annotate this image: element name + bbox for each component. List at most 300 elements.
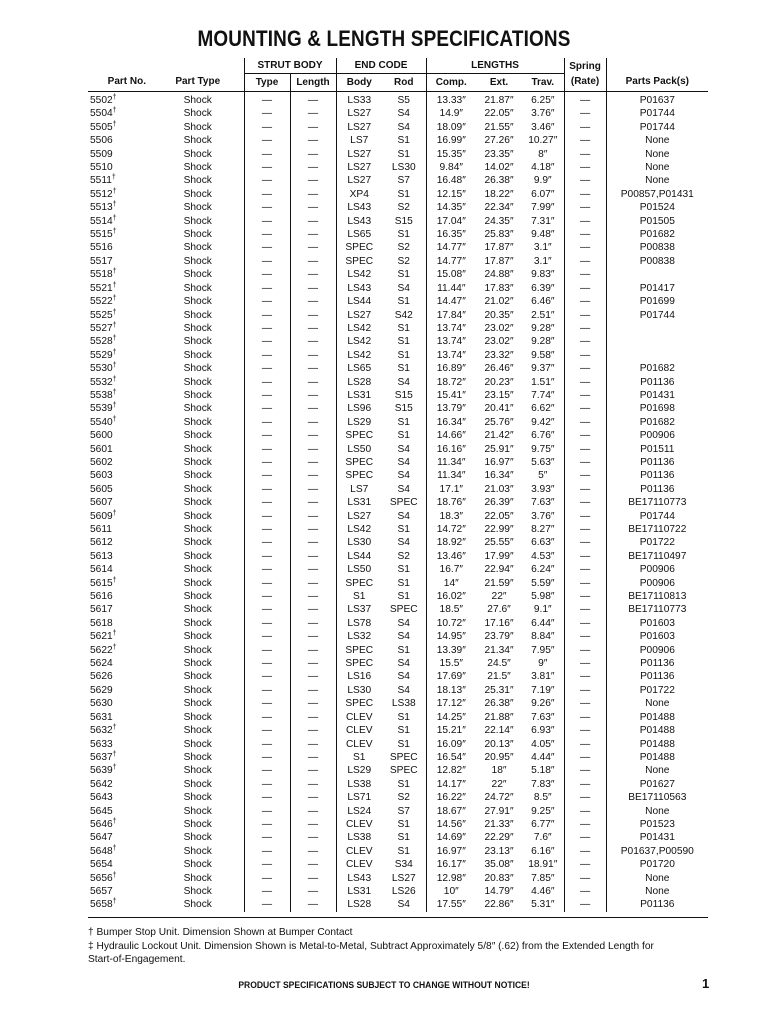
strut-type-cell: — xyxy=(244,282,290,295)
table-row xyxy=(88,577,708,590)
length-trav-cell: 7.95″ xyxy=(531,644,555,656)
footnote-mark: † xyxy=(112,94,117,101)
part-no-cell xyxy=(88,603,152,616)
part-number: 5540 xyxy=(90,416,113,428)
length-ext-cell: 22.05″ xyxy=(484,108,514,120)
strut-length-cell: — xyxy=(290,483,336,496)
part-no-cell xyxy=(88,456,152,469)
part-number: 5611 xyxy=(90,524,112,535)
part-no-cell xyxy=(88,738,152,751)
length-ext-cell: 24.5″ xyxy=(487,658,511,670)
end-rod-cell: LS38 xyxy=(391,698,416,710)
part-number: 5617 xyxy=(90,604,113,616)
parts-pack-cell: None xyxy=(645,175,670,187)
end-rod-cell: S1 xyxy=(397,644,410,656)
length-comp-cell: 15.5″ xyxy=(426,657,476,670)
strut-body-header: STRUT BODY xyxy=(244,58,336,74)
part-type-cell: Shock xyxy=(183,644,212,656)
strut-type-cell: — xyxy=(244,349,290,362)
length-comp-cell: 16.54″ xyxy=(426,751,476,764)
table-row xyxy=(88,510,708,523)
part-no-cell xyxy=(88,188,152,201)
end-rod-cell: SPEC xyxy=(389,751,418,763)
table-row xyxy=(88,617,708,630)
strut-length-cell: — xyxy=(290,188,336,201)
strut-type-cell: — xyxy=(244,295,290,308)
part-no-cell xyxy=(88,872,152,885)
end-body-cell: LS28 xyxy=(336,376,382,389)
table-row xyxy=(88,92,708,108)
part-type-cell: Shock xyxy=(183,188,212,200)
footnote-mark: † xyxy=(112,214,117,222)
end-rod-cell: S4 xyxy=(397,121,410,133)
part-number: 5637 xyxy=(90,751,113,763)
table-row xyxy=(88,872,708,885)
part-number: 5615 xyxy=(90,577,113,589)
strut-length-cell: — xyxy=(290,872,336,885)
parts-pack-cell: P01523 xyxy=(639,818,675,830)
parts-pack-cell: P00857,P01431 xyxy=(620,188,694,200)
length-ext-cell: 16.97″ xyxy=(484,456,514,468)
parts-pack-cell: P01431 xyxy=(639,389,675,401)
length-trav-cell: 5.59″ xyxy=(531,577,555,589)
length-trav-cell: 5.18″ xyxy=(531,765,555,777)
end-body-cell: SPEC xyxy=(336,644,382,657)
parts-pack-cell: P01488 xyxy=(639,751,675,763)
length-comp-cell: 18.92″ xyxy=(426,536,476,549)
part-type-cell: Shock xyxy=(183,591,212,603)
table-row xyxy=(88,697,708,710)
end-rod-cell: S1 xyxy=(397,135,410,147)
parts-pack-cell xyxy=(606,335,708,348)
end-body-cell: LS30 xyxy=(336,536,382,549)
spring-rate-cell: — xyxy=(564,764,606,777)
parts-pack-cell: P00838 xyxy=(639,255,675,267)
parts-pack-cell: P01698 xyxy=(639,403,675,415)
part-type-cell: Shock xyxy=(183,322,212,334)
part-number: 5506 xyxy=(90,135,113,147)
part-no-cell xyxy=(88,268,152,281)
table-row xyxy=(88,349,708,362)
part-type-cell: Shock xyxy=(183,564,212,576)
part-type-cell: Shock xyxy=(183,148,212,160)
end-rod-cell: SPEC xyxy=(389,765,418,777)
part-type-cell: Shock xyxy=(183,604,212,616)
table-row xyxy=(88,630,708,643)
end-rod-cell: S15 xyxy=(394,389,413,401)
parts-pack-cell: P01505 xyxy=(639,215,675,227)
end-body-cell: LS44 xyxy=(336,295,382,308)
end-rod-cell: S2 xyxy=(397,255,410,267)
length-ext-cell: 27.26″ xyxy=(484,135,514,147)
strut-length-cell: — xyxy=(290,174,336,187)
strut-type-cell: — xyxy=(244,724,290,737)
table-row xyxy=(88,228,708,241)
end-rod-cell: S34 xyxy=(394,859,413,871)
length-trav-cell: 10.27″ xyxy=(528,135,558,147)
table-row xyxy=(88,469,708,482)
table-row xyxy=(88,295,708,308)
length-comp-cell: 11.34″ xyxy=(426,469,476,482)
part-no-cell xyxy=(88,483,152,496)
strut-type-cell: — xyxy=(244,523,290,536)
table-row xyxy=(88,738,708,751)
table-row xyxy=(88,751,708,764)
length-comp-cell: 17.69″ xyxy=(426,670,476,683)
part-type-cell: Shock xyxy=(183,242,212,254)
length-ext-cell: 18″ xyxy=(491,765,507,777)
strut-type-cell: — xyxy=(244,778,290,791)
strut-length-cell: — xyxy=(290,751,336,764)
page-title: MOUNTING & LENGTH SPECIFICATIONS xyxy=(197,26,571,51)
end-rod-cell: S15 xyxy=(394,215,413,227)
length-ext-cell: 22.34″ xyxy=(484,202,514,214)
footnote-mark: † xyxy=(112,898,117,906)
table-row xyxy=(88,898,708,911)
table-row xyxy=(88,322,708,335)
spring-rate-cell: — xyxy=(564,898,606,911)
length-trav-cell: 7.63″ xyxy=(531,711,555,723)
strut-type-cell: — xyxy=(244,858,290,871)
footnote-mark: † xyxy=(112,817,117,825)
length-ext-cell: 23.15″ xyxy=(484,389,514,401)
part-no-cell xyxy=(88,670,152,683)
length-trav-cell: 7.83″ xyxy=(531,778,555,790)
length-ext-cell: 21.5″ xyxy=(487,671,511,683)
length-comp-cell: 16.09″ xyxy=(426,738,476,751)
length-comp-cell: 18.72″ xyxy=(426,376,476,389)
strut-length-cell: — xyxy=(290,845,336,858)
spring-rate-cell: — xyxy=(564,831,606,844)
strut-length-cell: — xyxy=(290,630,336,643)
part-type-cell: Shock xyxy=(183,550,212,562)
spring-rate-cell: — xyxy=(564,121,606,134)
table-row xyxy=(88,563,708,576)
length-trav-cell: 4.18″ xyxy=(531,162,555,174)
strut-type-cell: — xyxy=(244,201,290,214)
end-rod-cell: S1 xyxy=(397,296,410,308)
part-number: 5656 xyxy=(90,872,113,884)
length-ext-cell: 20.41″ xyxy=(484,403,514,415)
trav-header: Trav. xyxy=(522,74,564,92)
part-type-cell: Shock xyxy=(183,711,212,723)
table-row xyxy=(88,443,708,456)
part-number: 5505 xyxy=(90,121,113,133)
length-ext-cell: 21.88″ xyxy=(484,711,514,723)
strut-length-cell: — xyxy=(290,416,336,429)
end-body-cell: CLEV xyxy=(336,738,382,751)
length-ext-cell: 20.83″ xyxy=(484,872,514,884)
part-number: 5642 xyxy=(90,778,113,790)
part-number: 5612 xyxy=(90,537,113,549)
parts-pack-cell: P01417 xyxy=(639,282,675,294)
spring-rate-cell: — xyxy=(564,241,606,254)
parts-pack-cell: BE17110773 xyxy=(628,497,687,509)
strut-length-cell: — xyxy=(290,858,336,871)
end-body-cell: LS44 xyxy=(336,550,382,563)
spring-rate-cell: — xyxy=(564,215,606,228)
part-type-cell: Shock xyxy=(183,671,212,683)
end-body-cell: LS29 xyxy=(336,416,382,429)
end-rod-cell: S4 xyxy=(397,483,410,495)
end-body-cell: LS16 xyxy=(336,670,382,683)
body-header: Body xyxy=(336,74,382,92)
table-row xyxy=(88,134,708,147)
strut-type-cell: — xyxy=(244,805,290,818)
spring-rate-cell: — xyxy=(564,161,606,174)
spring-header: Spring xyxy=(564,58,606,74)
parts-pack-cell: BE17110722 xyxy=(628,524,687,535)
parts-pack-cell: None xyxy=(645,148,670,160)
strut-length-cell: — xyxy=(290,791,336,804)
spring-rate-cell: — xyxy=(564,550,606,563)
length-comp-cell: 17.12″ xyxy=(426,697,476,710)
part-type-cell: Shock xyxy=(183,765,212,777)
part-number: 5532 xyxy=(90,376,113,388)
length-comp-cell: 14.77″ xyxy=(426,241,476,254)
length-trav-cell: 9.1″ xyxy=(533,604,552,616)
length-ext-cell: 17.87″ xyxy=(484,242,514,254)
length-comp-cell: 10″ xyxy=(426,885,476,898)
end-body-cell: LS42 xyxy=(336,268,382,281)
part-no-cell xyxy=(88,684,152,697)
table-row xyxy=(88,241,708,254)
part-type-cell: Shock xyxy=(183,537,212,549)
strut-length-cell: — xyxy=(290,818,336,831)
length-ext-cell: 24.35″ xyxy=(484,215,514,227)
end-body-cell: SPEC xyxy=(336,429,382,442)
table-row xyxy=(88,309,708,322)
strut-type-cell: — xyxy=(244,670,290,683)
end-body-cell: LS7 xyxy=(336,483,382,496)
length-ext-cell: 25.55″ xyxy=(484,537,514,549)
part-number: 5605 xyxy=(90,483,113,495)
length-ext-cell: 26.39″ xyxy=(484,497,514,509)
strut-type-cell: — xyxy=(244,309,290,322)
part-number: 5518 xyxy=(90,269,113,281)
length-ext-cell: 22.86″ xyxy=(484,899,514,911)
part-no-cell xyxy=(88,858,152,871)
length-comp-cell: 18.09″ xyxy=(426,121,476,134)
length-trav-cell: 3.1″ xyxy=(533,242,552,254)
part-no-cell xyxy=(88,644,152,657)
part-no-cell xyxy=(88,92,152,108)
length-trav-cell: 6.07″ xyxy=(531,188,555,200)
strut-length-cell: — xyxy=(290,228,336,241)
footnote-mark: † xyxy=(112,402,117,410)
part-type-cell: Shock xyxy=(183,363,212,375)
parts-pack-cell: BE17110773 xyxy=(628,604,687,616)
part-type-cell: Shock xyxy=(183,336,212,348)
length-comp-cell: 15.41″ xyxy=(426,389,476,402)
end-body-cell: LS28 xyxy=(336,898,382,911)
part-type-cell: Shock xyxy=(183,859,212,871)
table-row xyxy=(88,148,708,161)
part-no-cell xyxy=(88,831,152,844)
end-body-cell: CLEV xyxy=(336,711,382,724)
end-body-cell: LS7 xyxy=(336,134,382,147)
length-comp-cell: 13.39″ xyxy=(426,644,476,657)
strut-length-cell: — xyxy=(290,309,336,322)
parts-pack-cell: P00906 xyxy=(639,564,675,576)
spring-rate-cell: — xyxy=(564,577,606,590)
length-trav-cell: 7.85″ xyxy=(531,872,555,884)
spring-rate-cell: — xyxy=(564,590,606,603)
end-body-cell: LS27 xyxy=(336,107,382,120)
length-ext-cell: 17.83″ xyxy=(484,282,514,294)
part-type-cell: Shock xyxy=(183,162,212,174)
part-number: 5538 xyxy=(90,389,113,401)
end-rod-cell: S4 xyxy=(397,510,410,522)
length-comp-cell: 16.97″ xyxy=(426,845,476,858)
parts-pack-cell: P01603 xyxy=(639,617,675,629)
strut-type-cell: — xyxy=(244,376,290,389)
end-code-header: END CODE xyxy=(336,58,426,74)
parts-pack-cell: P01488 xyxy=(639,725,675,737)
length-trav-cell: 6.63″ xyxy=(531,537,555,549)
strut-length-cell: — xyxy=(290,469,336,482)
parts-pack-cell: None xyxy=(645,698,670,710)
table-row xyxy=(88,201,708,214)
strut-type-cell: — xyxy=(244,590,290,603)
length-trav-cell: 7.63″ xyxy=(531,497,555,509)
length-trav-cell: 5.63″ xyxy=(531,456,555,468)
part-number: 5626 xyxy=(90,671,113,683)
part-type-cell: Shock xyxy=(183,524,212,535)
strut-type-cell: — xyxy=(244,161,290,174)
footnote-mark: † xyxy=(112,630,117,638)
part-number: 5601 xyxy=(90,443,113,455)
end-body-cell: LS27 xyxy=(336,148,382,161)
end-rod-cell: S4 xyxy=(397,671,410,683)
length-trav-cell: 9.28″ xyxy=(531,322,555,334)
spring-rate-cell: — xyxy=(564,228,606,241)
part-number: 5654 xyxy=(90,859,113,871)
length-comp-cell: 16.22″ xyxy=(426,791,476,804)
parts-pack-cell: P01682 xyxy=(639,229,675,241)
footnote-mark: † xyxy=(112,415,117,423)
parts-pack-cell: P01637,P00590 xyxy=(620,845,694,857)
length-ext-cell: 20.35″ xyxy=(484,309,514,321)
length-ext-cell: 21.02″ xyxy=(484,296,514,308)
parts-pack-cell: P01744 xyxy=(639,510,675,522)
type-header: Type xyxy=(244,74,290,92)
part-no-cell xyxy=(88,201,152,214)
part-no-cell xyxy=(88,282,152,295)
end-rod-cell: S4 xyxy=(397,282,410,294)
length-comp-cell: 12.15″ xyxy=(426,188,476,201)
part-number: 5607 xyxy=(90,497,113,509)
part-type-cell: Shock xyxy=(183,832,212,844)
table-body xyxy=(88,92,708,912)
part-type-cell: Shock xyxy=(183,470,212,482)
spring-rate-cell: — xyxy=(564,711,606,724)
end-body-cell: SPEC xyxy=(336,577,382,590)
part-number: 5602 xyxy=(90,456,113,468)
length-comp-cell: 14.66″ xyxy=(426,429,476,442)
end-rod-cell: LS27 xyxy=(391,872,416,884)
part-type-cell: Shock xyxy=(183,725,212,737)
part-no-cell xyxy=(88,523,152,536)
strut-type-cell: — xyxy=(244,107,290,120)
table-row xyxy=(88,107,708,120)
spring-rate-cell: — xyxy=(564,456,606,469)
part-number: 5517 xyxy=(90,255,113,267)
end-rod-cell: S1 xyxy=(397,711,410,723)
part-no-cell xyxy=(88,845,152,858)
end-body-cell: SPEC xyxy=(336,657,382,670)
part-number: 5609 xyxy=(90,510,113,522)
part-type-cell: Shock xyxy=(183,95,212,106)
spring-rate-cell: — xyxy=(564,818,606,831)
length-trav-cell: 6.76″ xyxy=(531,430,555,442)
length-comp-cell: 17.04″ xyxy=(426,215,476,228)
end-rod-cell: S1 xyxy=(397,524,410,535)
specifications-table xyxy=(88,58,708,912)
length-ext-cell: 24.88″ xyxy=(484,269,514,281)
page-number: 1 xyxy=(702,976,710,991)
length-comp-cell: 14″ xyxy=(426,577,476,590)
part-number: 5510 xyxy=(90,162,113,174)
strut-type-cell: — xyxy=(244,764,290,777)
parts-pack-cell: P01488 xyxy=(639,738,675,750)
part-no-cell xyxy=(88,510,152,523)
spring-rate-cell: — xyxy=(564,416,606,429)
strut-length-cell: — xyxy=(290,295,336,308)
length-comp-cell: 14.69″ xyxy=(426,831,476,844)
length-trav-cell: 9.25″ xyxy=(531,805,555,817)
spring-rate-cell: — xyxy=(564,429,606,442)
length-trav-cell: 3.76″ xyxy=(531,510,555,522)
strut-length-cell: — xyxy=(290,657,336,670)
end-rod-cell: S1 xyxy=(397,577,410,589)
part-type-cell: Shock xyxy=(183,510,212,522)
strut-length-cell: — xyxy=(290,215,336,228)
table-row xyxy=(88,831,708,844)
length-trav-cell: 5.98″ xyxy=(531,591,555,603)
length-ext-cell: 23.13″ xyxy=(484,845,514,857)
table-row xyxy=(88,657,708,670)
length-ext-cell: 35.08″ xyxy=(484,859,514,871)
end-rod-cell: LS26 xyxy=(391,885,416,897)
strut-length-cell: — xyxy=(290,563,336,576)
length-comp-cell: 11.34″ xyxy=(426,456,476,469)
strut-length-cell: — xyxy=(290,684,336,697)
length-trav-cell: 2.51″ xyxy=(531,309,555,321)
part-no-cell xyxy=(88,443,152,456)
spring-rate-cell: — xyxy=(564,657,606,670)
end-body-cell: LS43 xyxy=(336,872,382,885)
end-rod-cell: S1 xyxy=(397,322,410,334)
end-rod-cell: S1 xyxy=(397,778,410,790)
table-row xyxy=(88,711,708,724)
parts-pack-cell xyxy=(606,322,708,335)
length-comp-cell: 18.13″ xyxy=(426,684,476,697)
spring-rate-cell: — xyxy=(564,268,606,281)
length-trav-cell: 4.46″ xyxy=(531,885,555,897)
part-type-cell: Shock xyxy=(183,456,212,468)
strut-length-cell: — xyxy=(290,496,336,509)
length-comp-cell: 13.33″ xyxy=(426,92,476,108)
spring-rate-cell: — xyxy=(564,148,606,161)
strut-type-cell: — xyxy=(244,550,290,563)
end-body-cell: CLEV xyxy=(336,724,382,737)
table-row xyxy=(88,536,708,549)
table-row xyxy=(88,603,708,616)
length-ext-cell: 26.38″ xyxy=(484,175,514,187)
end-body-cell: LS96 xyxy=(336,402,382,415)
length-comp-cell: 15.08″ xyxy=(426,268,476,281)
